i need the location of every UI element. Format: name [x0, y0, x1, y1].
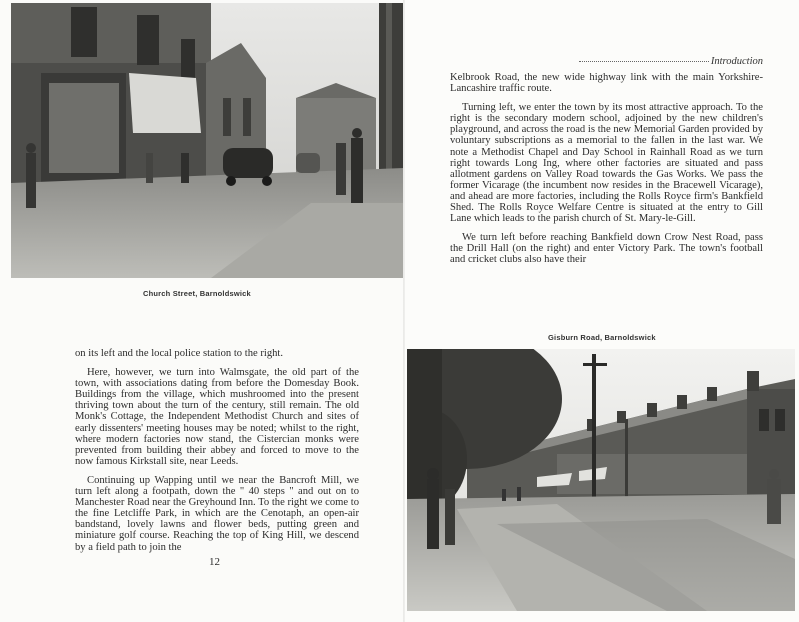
paragraph-1: Kelbrook Road, the new wide highway link with the main Yorkshire-Lancashire traffic route.	[450, 72, 763, 95]
paragraph-3: We turn left before reaching Bankfield down Crow Nest Road, pass the Drill Hall (on the right) and enter Victory Park. The town's football and cricket clubs also have their	[450, 232, 763, 266]
right-page-body	[450, 72, 763, 266]
dotted-leader	[579, 61, 709, 62]
page-number: 12	[209, 556, 220, 568]
paragraph-2: Turning left, we enter the town by its most attractive approach. To the right is the secondary modern school, adjoined by the new children's playground, and across the road is the new Memorial Garden provided by voluntary subscriptions as a memorial to the fallen in the last war. We note a Methodist Chapel and Day School in Rainhall Road as we turn right towards Long Ing, where other factories are situated and pass allotment gardens on Valley Road towards the Gas Works. We pass the former Vicarage (the incumbent now resides in the Bracewell Vicarage), and ahead are more factories, including the Rolls Royce firm's Bankfield Shed. The Rolls Royce Welfare Centre is situated at the entry to Gill Lane which leads to the parish church of St. Mary-le-Gill.	[450, 102, 763, 225]
left-page-body	[75, 348, 359, 553]
church-street-photo	[11, 3, 404, 278]
photo-caption-left: Church Street, Barnoldswick	[143, 289, 251, 298]
paragraph-2: Here, however, we turn into Walmsgate, the old part of the town, with associations dating from before the Domesday Book. Buildings from the village, which mushroomed into the present thriving town about the turn of the century, still remain. The old Monk's Cottage, the Independent Methodist Church and sites of early dissenters' meeting houses may be noted; whilst to the right, where modern factories now stand, the Cistercian monks were prevented from building their abbey and forced to move to the now famous Kirkstall site, near Leeds.	[75, 367, 359, 467]
section-header	[579, 56, 763, 67]
photo-caption-right: Gisburn Road, Barnoldswick	[548, 333, 656, 342]
paragraph-1: on its left and the local police station to the right.	[75, 348, 284, 359]
paragraph-3: Continuing up Wapping until we near the Bancroft Mill, we turn left along a footpath, down the " 40 steps " and out on to Manchester Road near the Greyhound Inn. To the right we come to the fine Letcliffe Park, in which are the Cenotaph, an open-air bandstand, lovely lawns and flower beds, putting green and miniature golf course. Reaching the top of King Hill, we descend by a field path to join the	[75, 474, 359, 553]
section-title: Introduction	[710, 56, 763, 67]
gisburn-road-photo	[407, 349, 795, 611]
